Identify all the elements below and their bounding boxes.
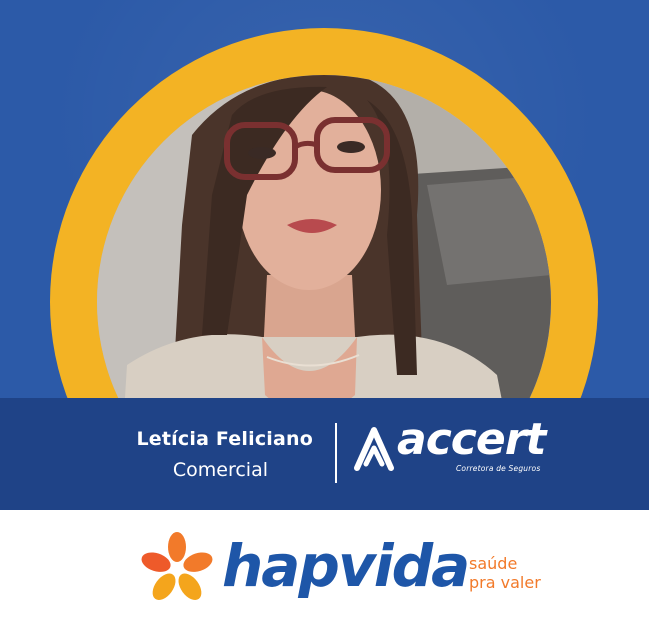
accert-tagline: Corretora de Seguros [456,464,541,473]
band-divider [335,423,337,483]
hapvida-wordmark: hapvida [222,532,469,600]
person-role: Comercial [172,459,268,481]
accert-logo-icon [353,424,395,472]
person-name: Letícia Feliciano [136,428,313,450]
hapvida-slogan [469,554,541,592]
slogan-line-1: saúde [469,554,518,573]
hapvida-flower-icon [139,531,215,607]
name-band [0,398,649,510]
slogan-line-2: pra valer [469,573,541,592]
accert-wordmark: accert [397,414,546,465]
